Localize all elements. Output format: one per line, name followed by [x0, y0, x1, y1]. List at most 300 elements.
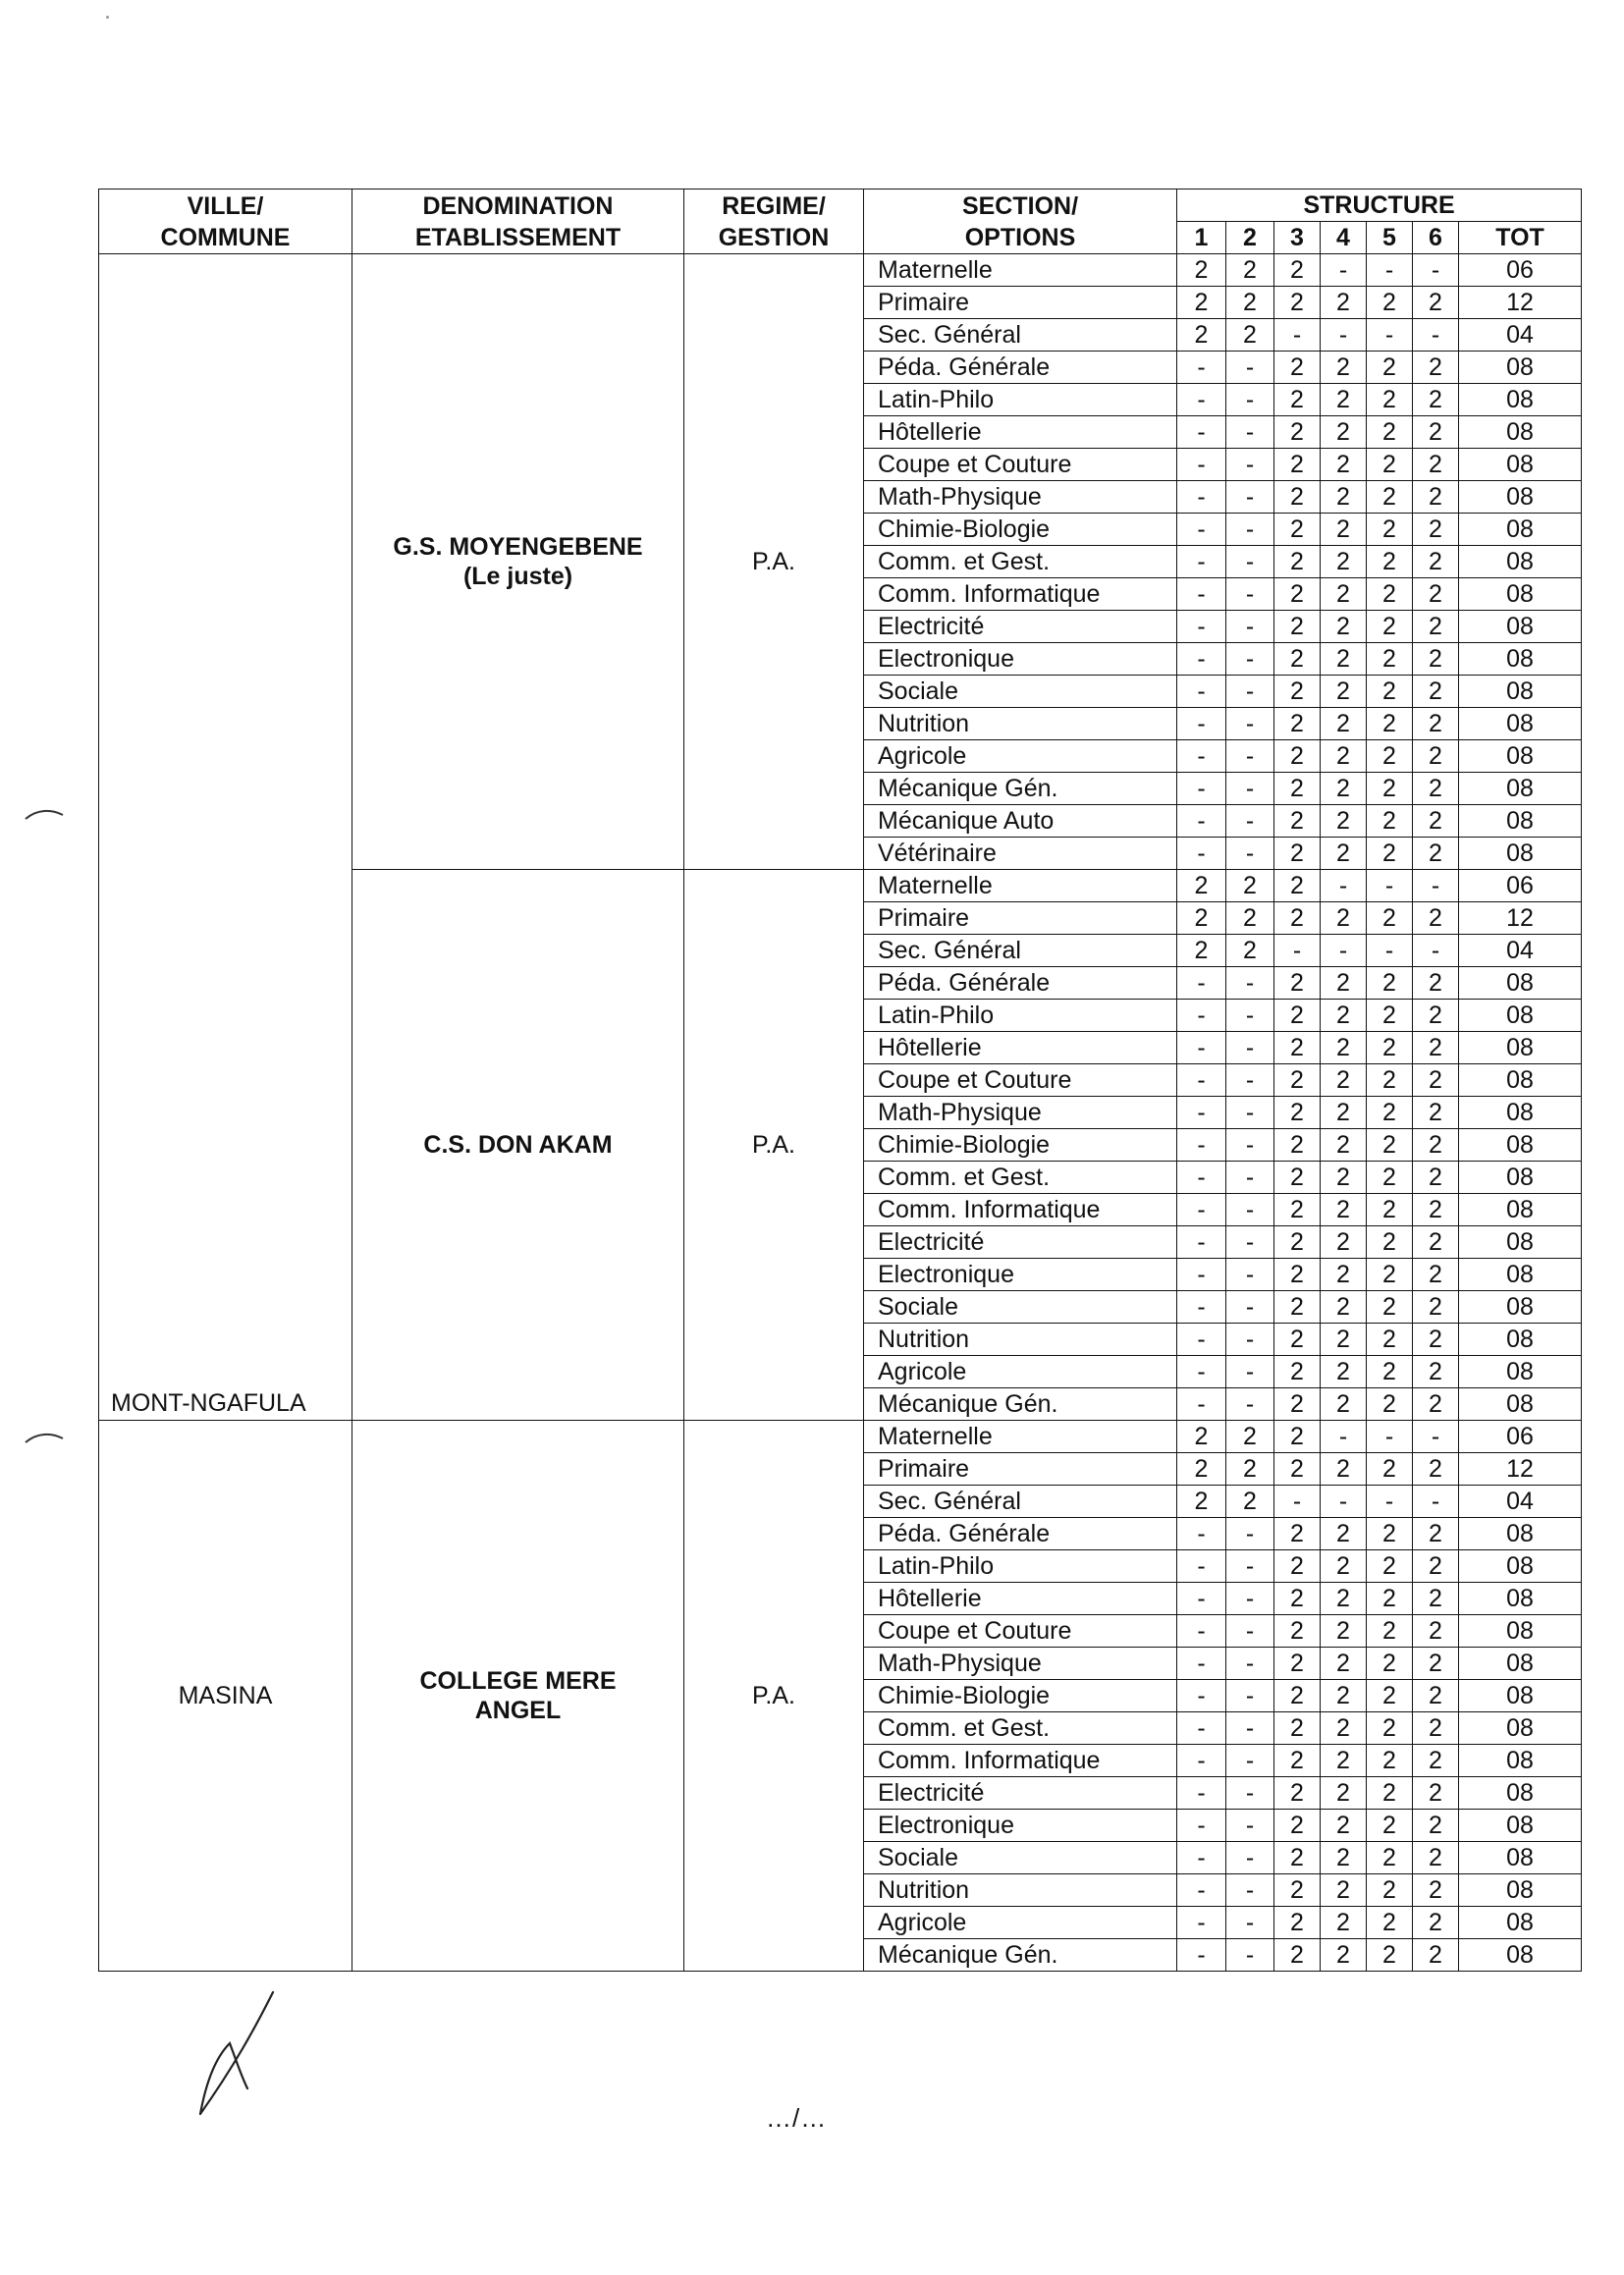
- structure-cell-1: -: [1177, 416, 1226, 449]
- structure-cell-3: 2: [1274, 838, 1321, 870]
- structure-cell-1: -: [1177, 1745, 1226, 1777]
- total-cell: 08: [1459, 708, 1582, 740]
- structure-cell-5: 2: [1367, 1259, 1413, 1291]
- option-cell: Latin-Philo: [864, 1000, 1177, 1032]
- header-col-6: 6: [1413, 222, 1459, 254]
- option-cell: Nutrition: [864, 1874, 1177, 1907]
- structure-cell-4: 2: [1321, 1388, 1367, 1421]
- structure-cell-1: -: [1177, 1907, 1226, 1939]
- structure-cell-6: 2: [1413, 838, 1459, 870]
- structure-cell-5: 2: [1367, 1777, 1413, 1810]
- structure-cell-2: -: [1226, 1648, 1274, 1680]
- total-cell: 08: [1459, 1324, 1582, 1356]
- option-cell: Sociale: [864, 1842, 1177, 1874]
- establishment-name-line: C.S. DON AKAM: [423, 1131, 613, 1159]
- structure-cell-1: -: [1177, 1064, 1226, 1097]
- structure-cell-1: -: [1177, 1550, 1226, 1583]
- structure-cell-4: 2: [1321, 1324, 1367, 1356]
- structure-cell-6: 2: [1413, 1680, 1459, 1712]
- structure-cell-2: -: [1226, 1518, 1274, 1550]
- structure-cell-3: 2: [1274, 1356, 1321, 1388]
- structure-cell-4: 2: [1321, 1583, 1367, 1615]
- structure-cell-1: -: [1177, 1226, 1226, 1259]
- schools-structure-table: [98, 189, 1582, 1972]
- total-cell: 08: [1459, 773, 1582, 805]
- structure-cell-5: -: [1367, 1421, 1413, 1453]
- structure-cell-6: 2: [1413, 1226, 1459, 1259]
- header-col-tot: TOT: [1459, 222, 1582, 254]
- structure-cell-6: 2: [1413, 416, 1459, 449]
- total-cell: 08: [1459, 1162, 1582, 1194]
- structure-cell-4: 2: [1321, 1712, 1367, 1745]
- structure-cell-2: -: [1226, 740, 1274, 773]
- structure-cell-6: 2: [1413, 1745, 1459, 1777]
- header-regime-line1: REGIME/: [722, 191, 826, 220]
- structure-cell-3: 2: [1274, 1421, 1321, 1453]
- structure-cell-5: 2: [1367, 1680, 1413, 1712]
- scan-speck: [106, 16, 109, 19]
- establishment-name-line: G.S. MOYENGEBENE: [393, 533, 643, 561]
- structure-cell-6: 2: [1413, 1097, 1459, 1129]
- structure-cell-5: 2: [1367, 902, 1413, 935]
- total-cell: 08: [1459, 514, 1582, 546]
- structure-cell-2: -: [1226, 1356, 1274, 1388]
- total-cell: 08: [1459, 1810, 1582, 1842]
- total-cell: 08: [1459, 449, 1582, 481]
- structure-cell-1: -: [1177, 676, 1226, 708]
- structure-cell-1: -: [1177, 1000, 1226, 1032]
- structure-cell-5: 2: [1367, 287, 1413, 319]
- structure-cell-4: 2: [1321, 1745, 1367, 1777]
- structure-cell-2: -: [1226, 352, 1274, 384]
- structure-cell-4: 2: [1321, 1291, 1367, 1324]
- structure-cell-6: 2: [1413, 1712, 1459, 1745]
- structure-cell-5: 2: [1367, 740, 1413, 773]
- header-col-5: 5: [1367, 222, 1413, 254]
- total-cell: 08: [1459, 1259, 1582, 1291]
- structure-cell-2: 2: [1226, 870, 1274, 902]
- structure-cell-1: -: [1177, 1518, 1226, 1550]
- structure-cell-4: 2: [1321, 1810, 1367, 1842]
- structure-cell-6: 2: [1413, 643, 1459, 676]
- structure-cell-1: -: [1177, 1162, 1226, 1194]
- structure-cell-5: 2: [1367, 1745, 1413, 1777]
- structure-cell-3: 2: [1274, 1129, 1321, 1162]
- structure-cell-3: 2: [1274, 352, 1321, 384]
- option-cell: Nutrition: [864, 1324, 1177, 1356]
- structure-cell-5: 2: [1367, 1453, 1413, 1486]
- header-denomination: [352, 190, 684, 254]
- structure-cell-5: -: [1367, 935, 1413, 967]
- total-cell: 08: [1459, 1097, 1582, 1129]
- structure-cell-5: 2: [1367, 546, 1413, 578]
- total-cell: 04: [1459, 935, 1582, 967]
- structure-cell-3: 2: [1274, 1000, 1321, 1032]
- structure-cell-5: 2: [1367, 1518, 1413, 1550]
- total-cell: 08: [1459, 676, 1582, 708]
- structure-cell-4: -: [1321, 935, 1367, 967]
- option-cell: Electricité: [864, 611, 1177, 643]
- structure-cell-5: 2: [1367, 578, 1413, 611]
- structure-cell-2: -: [1226, 1291, 1274, 1324]
- structure-cell-2: -: [1226, 416, 1274, 449]
- structure-cell-4: 2: [1321, 1226, 1367, 1259]
- option-cell: Primaire: [864, 1453, 1177, 1486]
- structure-cell-6: 2: [1413, 1550, 1459, 1583]
- total-cell: 12: [1459, 1453, 1582, 1486]
- header-col-3: 3: [1274, 222, 1321, 254]
- total-cell: 08: [1459, 967, 1582, 1000]
- structure-cell-3: 2: [1274, 1453, 1321, 1486]
- structure-cell-1: -: [1177, 1194, 1226, 1226]
- structure-cell-4: 2: [1321, 676, 1367, 708]
- structure-cell-3: 2: [1274, 1583, 1321, 1615]
- total-cell: 08: [1459, 1745, 1582, 1777]
- structure-cell-1: -: [1177, 1842, 1226, 1874]
- structure-cell-1: -: [1177, 578, 1226, 611]
- structure-cell-6: 2: [1413, 708, 1459, 740]
- structure-cell-6: -: [1413, 1421, 1459, 1453]
- structure-cell-6: 2: [1413, 1874, 1459, 1907]
- structure-cell-6: 2: [1413, 1162, 1459, 1194]
- structure-cell-3: 2: [1274, 1615, 1321, 1648]
- structure-cell-5: 2: [1367, 805, 1413, 838]
- total-cell: 08: [1459, 740, 1582, 773]
- structure-cell-5: -: [1367, 870, 1413, 902]
- structure-cell-6: 2: [1413, 1648, 1459, 1680]
- structure-cell-3: 2: [1274, 773, 1321, 805]
- structure-cell-3: 2: [1274, 1259, 1321, 1291]
- structure-cell-4: 2: [1321, 1680, 1367, 1712]
- structure-cell-4: 2: [1321, 416, 1367, 449]
- structure-cell-5: 2: [1367, 481, 1413, 514]
- option-cell: Primaire: [864, 902, 1177, 935]
- structure-cell-5: 2: [1367, 1907, 1413, 1939]
- structure-cell-6: -: [1413, 935, 1459, 967]
- option-cell: Latin-Philo: [864, 1550, 1177, 1583]
- total-cell: 08: [1459, 1712, 1582, 1745]
- option-cell: Vétérinaire: [864, 838, 1177, 870]
- structure-cell-3: 2: [1274, 1550, 1321, 1583]
- structure-cell-5: 2: [1367, 1291, 1413, 1324]
- option-cell: Sec. Général: [864, 1486, 1177, 1518]
- structure-cell-3: 2: [1274, 708, 1321, 740]
- structure-cell-4: 2: [1321, 838, 1367, 870]
- structure-cell-6: 2: [1413, 1000, 1459, 1032]
- structure-cell-1: 2: [1177, 287, 1226, 319]
- structure-cell-6: 2: [1413, 514, 1459, 546]
- structure-cell-3: 2: [1274, 1874, 1321, 1907]
- structure-cell-4: 2: [1321, 1162, 1367, 1194]
- structure-cell-2: -: [1226, 773, 1274, 805]
- structure-cell-6: 2: [1413, 1291, 1459, 1324]
- structure-cell-6: 2: [1413, 740, 1459, 773]
- structure-cell-2: -: [1226, 805, 1274, 838]
- structure-cell-2: -: [1226, 1550, 1274, 1583]
- structure-cell-4: -: [1321, 254, 1367, 287]
- structure-cell-6: 2: [1413, 805, 1459, 838]
- header-section-line2: OPTIONS: [964, 223, 1076, 251]
- structure-cell-6: 2: [1413, 1907, 1459, 1939]
- structure-cell-2: -: [1226, 1939, 1274, 1972]
- establishment-cell: [352, 870, 684, 1421]
- structure-cell-6: -: [1413, 319, 1459, 352]
- structure-cell-3: 2: [1274, 546, 1321, 578]
- structure-cell-1: -: [1177, 805, 1226, 838]
- option-cell: Comm. Informatique: [864, 578, 1177, 611]
- option-cell: Comm. et Gest.: [864, 1712, 1177, 1745]
- structure-cell-5: 2: [1367, 773, 1413, 805]
- structure-cell-1: -: [1177, 352, 1226, 384]
- regime-cell: P.A.: [684, 870, 864, 1421]
- structure-cell-2: -: [1226, 611, 1274, 643]
- structure-cell-1: -: [1177, 1712, 1226, 1745]
- total-cell: 08: [1459, 1907, 1582, 1939]
- structure-cell-5: 2: [1367, 1712, 1413, 1745]
- structure-cell-6: 2: [1413, 1518, 1459, 1550]
- structure-cell-3: 2: [1274, 1226, 1321, 1259]
- structure-cell-4: 2: [1321, 1000, 1367, 1032]
- table-body: [99, 254, 1582, 1972]
- header-denomination-line2: ETABLISSEMENT: [414, 223, 622, 251]
- structure-cell-5: 2: [1367, 1194, 1413, 1226]
- option-cell: Comm. et Gest.: [864, 1162, 1177, 1194]
- option-cell: Péda. Générale: [864, 967, 1177, 1000]
- structure-cell-6: 2: [1413, 287, 1459, 319]
- total-cell: 08: [1459, 481, 1582, 514]
- option-cell: Chimie-Biologie: [864, 514, 1177, 546]
- structure-cell-5: 2: [1367, 1550, 1413, 1583]
- structure-cell-2: 2: [1226, 287, 1274, 319]
- structure-cell-2: -: [1226, 1615, 1274, 1648]
- header-regime: [684, 190, 864, 254]
- structure-cell-6: 2: [1413, 1615, 1459, 1648]
- structure-cell-4: 2: [1321, 1453, 1367, 1486]
- option-cell: Agricole: [864, 740, 1177, 773]
- structure-cell-5: 2: [1367, 1097, 1413, 1129]
- structure-cell-4: 2: [1321, 384, 1367, 416]
- option-cell: Maternelle: [864, 1421, 1177, 1453]
- structure-cell-3: 2: [1274, 1745, 1321, 1777]
- structure-cell-4: 2: [1321, 611, 1367, 643]
- structure-cell-4: 2: [1321, 708, 1367, 740]
- structure-cell-2: -: [1226, 643, 1274, 676]
- structure-cell-2: 2: [1226, 1486, 1274, 1518]
- structure-cell-3: 2: [1274, 481, 1321, 514]
- table-row: [99, 254, 1582, 287]
- option-cell: Math-Physique: [864, 481, 1177, 514]
- structure-cell-2: -: [1226, 449, 1274, 481]
- structure-cell-2: -: [1226, 546, 1274, 578]
- structure-cell-2: -: [1226, 1097, 1274, 1129]
- structure-cell-2: -: [1226, 1324, 1274, 1356]
- structure-cell-2: -: [1226, 1874, 1274, 1907]
- structure-cell-3: 2: [1274, 449, 1321, 481]
- structure-cell-2: -: [1226, 1259, 1274, 1291]
- total-cell: 08: [1459, 546, 1582, 578]
- option-cell: Sec. Général: [864, 935, 1177, 967]
- structure-cell-1: -: [1177, 1388, 1226, 1421]
- structure-cell-5: -: [1367, 254, 1413, 287]
- header-ville-line1: VILLE/: [187, 191, 264, 220]
- structure-cell-3: 2: [1274, 416, 1321, 449]
- structure-cell-5: 2: [1367, 643, 1413, 676]
- structure-cell-4: 2: [1321, 967, 1367, 1000]
- total-cell: 08: [1459, 1226, 1582, 1259]
- structure-cell-5: 2: [1367, 1939, 1413, 1972]
- option-cell: Comm. et Gest.: [864, 546, 1177, 578]
- structure-cell-5: 2: [1367, 611, 1413, 643]
- structure-cell-1: 2: [1177, 902, 1226, 935]
- total-cell: 12: [1459, 902, 1582, 935]
- structure-cell-4: 2: [1321, 514, 1367, 546]
- structure-cell-2: 2: [1226, 902, 1274, 935]
- structure-cell-5: 2: [1367, 1583, 1413, 1615]
- structure-cell-3: 2: [1274, 1907, 1321, 1939]
- option-cell: Coupe et Couture: [864, 1615, 1177, 1648]
- structure-cell-3: 2: [1274, 287, 1321, 319]
- structure-cell-6: -: [1413, 870, 1459, 902]
- structure-cell-3: 2: [1274, 1842, 1321, 1874]
- structure-cell-1: 2: [1177, 254, 1226, 287]
- structure-cell-2: -: [1226, 1680, 1274, 1712]
- structure-cell-1: -: [1177, 1356, 1226, 1388]
- structure-cell-4: -: [1321, 870, 1367, 902]
- total-cell: 04: [1459, 1486, 1582, 1518]
- option-cell: Hôtellerie: [864, 1583, 1177, 1615]
- table-row: [99, 1421, 1582, 1453]
- structure-cell-6: 2: [1413, 967, 1459, 1000]
- structure-cell-6: 2: [1413, 1356, 1459, 1388]
- establishment-name-line: ANGEL: [474, 1697, 562, 1724]
- structure-cell-1: -: [1177, 1583, 1226, 1615]
- structure-cell-3: 2: [1274, 1064, 1321, 1097]
- structure-cell-6: 2: [1413, 1583, 1459, 1615]
- structure-cell-1: 2: [1177, 935, 1226, 967]
- structure-cell-4: 2: [1321, 1032, 1367, 1064]
- structure-cell-5: 2: [1367, 967, 1413, 1000]
- total-cell: 08: [1459, 1194, 1582, 1226]
- total-cell: 12: [1459, 287, 1582, 319]
- structure-cell-3: 2: [1274, 1291, 1321, 1324]
- structure-cell-5: 2: [1367, 384, 1413, 416]
- structure-cell-2: -: [1226, 1810, 1274, 1842]
- total-cell: 08: [1459, 805, 1582, 838]
- structure-cell-5: 2: [1367, 352, 1413, 384]
- structure-cell-5: 2: [1367, 1226, 1413, 1259]
- structure-cell-3: 2: [1274, 1648, 1321, 1680]
- header-section-line1: SECTION/: [961, 191, 1079, 220]
- option-cell: Comm. Informatique: [864, 1194, 1177, 1226]
- total-cell: 06: [1459, 254, 1582, 287]
- structure-cell-4: 2: [1321, 1777, 1367, 1810]
- option-cell: Maternelle: [864, 254, 1177, 287]
- structure-cell-1: -: [1177, 1324, 1226, 1356]
- structure-cell-5: 2: [1367, 1129, 1413, 1162]
- structure-cell-4: 2: [1321, 1259, 1367, 1291]
- total-cell: 08: [1459, 1291, 1582, 1324]
- structure-cell-1: -: [1177, 1648, 1226, 1680]
- structure-cell-2: -: [1226, 1777, 1274, 1810]
- structure-cell-1: -: [1177, 1032, 1226, 1064]
- structure-cell-3: 2: [1274, 1194, 1321, 1226]
- structure-cell-5: 2: [1367, 1648, 1413, 1680]
- establishment-name-line: COLLEGE MERE: [419, 1667, 617, 1695]
- structure-cell-6: 2: [1413, 676, 1459, 708]
- structure-cell-2: -: [1226, 1000, 1274, 1032]
- structure-cell-2: -: [1226, 1032, 1274, 1064]
- structure-cell-2: 2: [1226, 935, 1274, 967]
- structure-cell-6: 2: [1413, 384, 1459, 416]
- structure-cell-1: -: [1177, 1615, 1226, 1648]
- total-cell: 08: [1459, 416, 1582, 449]
- structure-cell-3: 2: [1274, 1810, 1321, 1842]
- structure-cell-3: 2: [1274, 1518, 1321, 1550]
- structure-cell-4: 2: [1321, 287, 1367, 319]
- total-cell: 08: [1459, 611, 1582, 643]
- structure-cell-3: 2: [1274, 384, 1321, 416]
- option-cell: Agricole: [864, 1356, 1177, 1388]
- total-cell: 06: [1459, 1421, 1582, 1453]
- structure-cell-4: -: [1321, 1486, 1367, 1518]
- structure-cell-2: -: [1226, 1388, 1274, 1421]
- structure-cell-2: -: [1226, 708, 1274, 740]
- structure-cell-2: -: [1226, 838, 1274, 870]
- structure-cell-3: 2: [1274, 870, 1321, 902]
- header-ville-line2: COMMUNE: [160, 223, 291, 251]
- structure-cell-1: -: [1177, 740, 1226, 773]
- structure-cell-4: 2: [1321, 578, 1367, 611]
- structure-cell-3: 2: [1274, 1032, 1321, 1064]
- structure-cell-4: 2: [1321, 773, 1367, 805]
- structure-cell-6: 2: [1413, 1777, 1459, 1810]
- structure-cell-2: -: [1226, 1194, 1274, 1226]
- margin-mark-bottom: [20, 1429, 69, 1448]
- structure-cell-3: 2: [1274, 611, 1321, 643]
- header-structure: STRUCTURE: [1177, 190, 1582, 222]
- regime-cell: P.A.: [684, 1421, 864, 1972]
- structure-cell-3: -: [1274, 319, 1321, 352]
- structure-cell-1: -: [1177, 481, 1226, 514]
- structure-cell-4: 2: [1321, 546, 1367, 578]
- structure-cell-4: 2: [1321, 805, 1367, 838]
- option-cell: Electricité: [864, 1226, 1177, 1259]
- structure-cell-5: 2: [1367, 1874, 1413, 1907]
- structure-cell-6: 2: [1413, 1259, 1459, 1291]
- structure-cell-3: 2: [1274, 254, 1321, 287]
- structure-cell-4: 2: [1321, 1939, 1367, 1972]
- structure-cell-2: -: [1226, 1907, 1274, 1939]
- total-cell: 08: [1459, 643, 1582, 676]
- option-cell: Maternelle: [864, 870, 1177, 902]
- structure-cell-6: 2: [1413, 1032, 1459, 1064]
- structure-cell-5: 2: [1367, 676, 1413, 708]
- structure-cell-6: 2: [1413, 1388, 1459, 1421]
- total-cell: 08: [1459, 1550, 1582, 1583]
- structure-cell-4: 2: [1321, 1648, 1367, 1680]
- structure-cell-1: -: [1177, 546, 1226, 578]
- structure-cell-2: 2: [1226, 254, 1274, 287]
- total-cell: 08: [1459, 1874, 1582, 1907]
- structure-cell-5: 2: [1367, 1842, 1413, 1874]
- option-cell: Hôtellerie: [864, 416, 1177, 449]
- structure-cell-2: -: [1226, 1064, 1274, 1097]
- total-cell: 08: [1459, 384, 1582, 416]
- structure-cell-2: -: [1226, 1226, 1274, 1259]
- ville-cell: MASINA: [99, 1421, 352, 1972]
- structure-cell-1: -: [1177, 384, 1226, 416]
- structure-cell-6: 2: [1413, 611, 1459, 643]
